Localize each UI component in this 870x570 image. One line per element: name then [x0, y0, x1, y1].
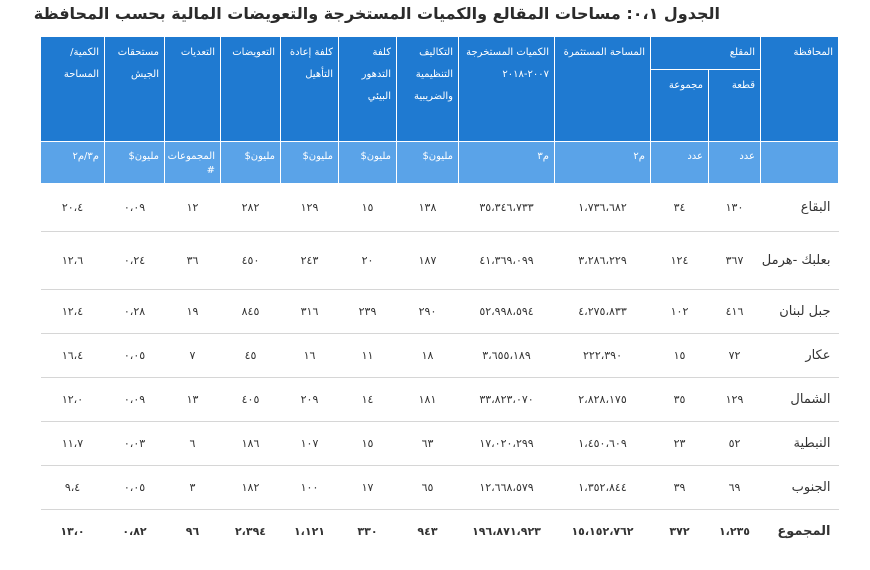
unit-governorate [761, 142, 839, 184]
total-governorate: المجموع [777, 523, 831, 539]
header-degradation: كلفة التدهور البيئي [339, 37, 397, 142]
cell-rehab: ١٦ [281, 334, 339, 378]
header-governorate: المحافظة [761, 37, 839, 142]
total-total: ٣٧٢ [669, 525, 690, 539]
cell-total: ٢٣ [651, 422, 709, 466]
cell-rehab: ٢٠٩ [281, 378, 339, 422]
cell-quantities: ٣٣،٨٢٣،٠٧٠ [459, 378, 555, 422]
header-quarry-total: مجموعة [651, 70, 709, 142]
cell-costs: ١٨ [397, 334, 459, 378]
cell-ratio: ١١،٧ [41, 422, 105, 466]
cell-violations: ١٣ [165, 378, 221, 422]
cell-costs: ٦٥ [397, 466, 459, 510]
cell-ratio: ١٢،٠ [41, 378, 105, 422]
cell-compensation: ٤٠٥ [221, 378, 281, 422]
cell-plot: ١٢٩ [709, 378, 761, 422]
cell-ratio: ١٢،٤ [41, 290, 105, 334]
header-costs: التكاليف التنظيمية والضريبية [397, 37, 459, 142]
data-table [40, 36, 839, 554]
cell-costs: ١٨٧ [397, 232, 459, 290]
cell-compensation: ٤٥٠ [221, 232, 281, 290]
table-row [41, 232, 839, 290]
total-plot: ١،٢٣٥ [718, 525, 751, 539]
header-rehab: كلفة إعادة التأهيل [281, 37, 339, 142]
cell-governorate: البقاع [761, 184, 839, 232]
cell-degradation: ٢٣٩ [339, 290, 397, 334]
table-title: الجدول ٠،١: مساحات المقالع والكميات المستخرجة والتعويضات المالية بحسب المحافظة [33, 4, 720, 23]
table-row [41, 290, 839, 334]
header-quarry: المقلع [651, 37, 761, 70]
cell-governorate: الجنوب [761, 466, 839, 510]
cell-army: ٠،٠٣ [105, 422, 165, 466]
cell-area: ١،٧٣٦،٦٨٢ [555, 184, 651, 232]
cell-rehab: ١٠٧ [281, 422, 339, 466]
total-area: ١٥،١٥٢،٧٦٢ [571, 525, 634, 539]
cell-compensation: ١٨٢ [221, 466, 281, 510]
cell-area: ٤،٢٧٥،٨٣٣ [555, 290, 651, 334]
cell-quantities: ٣٥،٣٤٦،٧٣٣ [459, 184, 555, 232]
unit-costs: مليون$ [397, 142, 459, 184]
cell-costs: ٢٩٠ [397, 290, 459, 334]
total-violations: ٩٦ [185, 525, 200, 539]
cell-army: ٠،٢٨ [105, 290, 165, 334]
total-row [41, 510, 839, 554]
header-violations: التعديات [165, 37, 221, 142]
cell-area: ٣،٢٨٦،٢٢٩ [555, 232, 651, 290]
cell-area: ٢٢٢،٣٩٠ [555, 334, 651, 378]
unit-degradation: مليون$ [339, 142, 397, 184]
cell-costs: ٦٣ [397, 422, 459, 466]
cell-violations: ٦ [165, 422, 221, 466]
cell-governorate: النبطية [761, 422, 839, 466]
cell-army: ٠،٠٥ [105, 466, 165, 510]
cell-ratio: ١٦،٤ [41, 334, 105, 378]
cell-violations: ١٩ [165, 290, 221, 334]
cell-degradation: ١٥ [339, 422, 397, 466]
unit-compensation: مليون$ [221, 142, 281, 184]
cell-plot: ١٣٠ [709, 184, 761, 232]
total-quantities: ١٩٦،٨٧١،٩٢٣ [472, 525, 541, 539]
table-row [41, 466, 839, 510]
total-compensation: ٢،٣٩٤ [234, 525, 267, 539]
cell-governorate: عكار [761, 334, 839, 378]
cell-compensation: ٢٨٢ [221, 184, 281, 232]
cell-degradation: ٢٠ [339, 232, 397, 290]
cell-plot: ٥٢ [709, 422, 761, 466]
cell-plot: ٤١٦ [709, 290, 761, 334]
cell-plot: ٣٦٧ [709, 232, 761, 290]
cell-quantities: ٥٢،٩٩٨،٥٩٤ [459, 290, 555, 334]
unit-army: مليون$ [105, 142, 165, 184]
total-rehab: ١،١٢١ [293, 525, 326, 539]
total-costs: ٩٤٣ [417, 525, 438, 539]
cell-violations: ٧ [165, 334, 221, 378]
cell-rehab: ١٠٠ [281, 466, 339, 510]
cell-army: ٠،٢٤ [105, 232, 165, 290]
header-quarry-plot: قطعة [709, 70, 761, 142]
cell-area: ١،٤٥٠،٦٠٩ [555, 422, 651, 466]
unit-area: م٢ [555, 142, 651, 184]
cell-plot: ٦٩ [709, 466, 761, 510]
cell-area: ٢،٨٢٨،١٧٥ [555, 378, 651, 422]
cell-degradation: ١٤ [339, 378, 397, 422]
cell-governorate: بعلبك -هرمل [761, 232, 839, 290]
total-army: ٠،٨٢ [122, 525, 147, 539]
cell-quantities: ٤١،٣٦٩،٠٩٩ [459, 232, 555, 290]
cell-governorate: جبل لبنان [761, 290, 839, 334]
cell-total: ٣٥ [651, 378, 709, 422]
cell-degradation: ١٥ [339, 184, 397, 232]
cell-army: ٠،٠٩ [105, 184, 165, 232]
cell-compensation: ١٨٦ [221, 422, 281, 466]
header-army: مستحقات الجيش [105, 37, 165, 142]
total-ratio: ١٣،٠ [60, 525, 85, 539]
cell-violations: ٣٦ [165, 232, 221, 290]
header-area: المساحة المستثمرة [555, 37, 651, 142]
cell-area: ١،٣٥٢،٨٤٤ [555, 466, 651, 510]
cell-total: ٣٩ [651, 466, 709, 510]
table-row [41, 422, 839, 466]
cell-compensation: ٨٤٥ [221, 290, 281, 334]
cell-total: ١٥ [651, 334, 709, 378]
cell-quantities: ٣،٦٥٥،١٨٩ [459, 334, 555, 378]
cell-compensation: ٤٥ [221, 334, 281, 378]
unit-quantities: م٣ [459, 142, 555, 184]
unit-total: عدد [651, 142, 709, 184]
table-row [41, 378, 839, 422]
unit-ratio: م٣/م٢ [41, 142, 105, 184]
cell-degradation: ١١ [339, 334, 397, 378]
cell-violations: ٣ [165, 466, 221, 510]
cell-ratio: ٢٠،٤ [41, 184, 105, 232]
cell-army: ٠،٠٥ [105, 334, 165, 378]
unit-violations: المجموعات # [165, 142, 221, 184]
table-row [41, 184, 839, 232]
header-compensation: التعويضات [221, 37, 281, 142]
header-ratio: الكمية/ المساحة [41, 37, 105, 142]
cell-rehab: ٢٤٣ [281, 232, 339, 290]
cell-costs: ١٣٨ [397, 184, 459, 232]
cell-costs: ١٨١ [397, 378, 459, 422]
unit-plot: عدد [709, 142, 761, 184]
cell-violations: ١٢ [165, 184, 221, 232]
table-row [41, 334, 839, 378]
cell-plot: ٧٢ [709, 334, 761, 378]
cell-total: ٣٤ [651, 184, 709, 232]
cell-total: ١٢٤ [651, 232, 709, 290]
unit-rehab: مليون$ [281, 142, 339, 184]
cell-army: ٠،٠٩ [105, 378, 165, 422]
cell-ratio: ٩،٤ [41, 466, 105, 510]
cell-degradation: ١٧ [339, 466, 397, 510]
total-degradation: ٣٣٠ [357, 525, 378, 539]
cell-governorate: الشمال [761, 378, 839, 422]
cell-quantities: ١٢،٦٦٨،٥٧٩ [459, 466, 555, 510]
cell-rehab: ٣١٦ [281, 290, 339, 334]
cell-rehab: ١٢٩ [281, 184, 339, 232]
cell-ratio: ١٢،٦ [41, 232, 105, 290]
cell-total: ١٠٢ [651, 290, 709, 334]
cell-quantities: ١٧،٠٢٠،٢٩٩ [459, 422, 555, 466]
header-quantities: الكميات المستخرجة ٢٠٠٧-٢٠١٨ [459, 37, 555, 142]
